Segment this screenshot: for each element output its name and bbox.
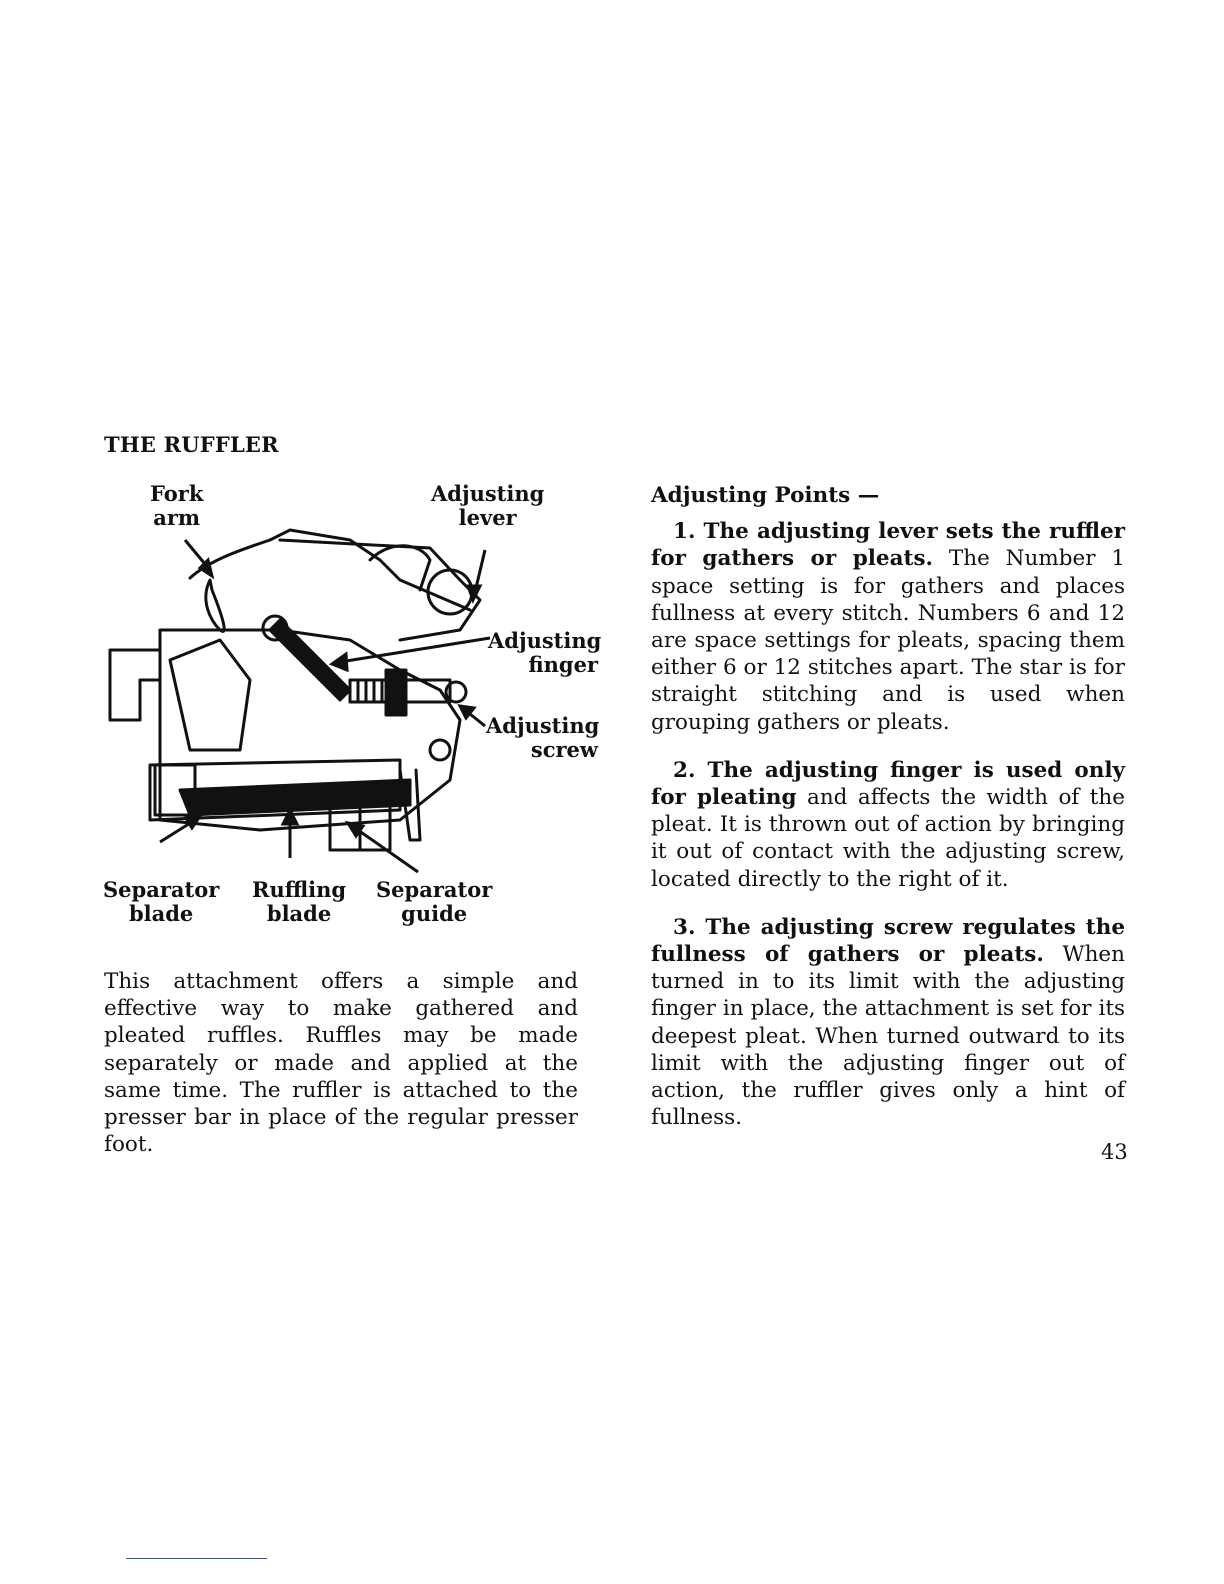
- side-clamp: [110, 650, 160, 720]
- callout-adjusting-finger-line1: Adjusting: [488, 628, 602, 653]
- adjusting-point-1-text: The Number 1 space setting is for gathers and places fullness at every stitch. Numbers 6 and 12 are space settings for pleats, spacing them either 6 or 12 stitches apart. The star is for straight stitching and is used when grouping gathers or pleats.: [651, 546, 1126, 735]
- callout-adjusting-lever-line1: Adjusting: [431, 481, 545, 506]
- callout-separator-blade: [103, 878, 219, 926]
- page-number: 43: [1101, 1140, 1128, 1164]
- callout-fork-arm-line1: Fork: [150, 481, 204, 506]
- adjusting-point-3-lead: 3. The adjusting screw regulates the fullness of gathers or pleats.: [651, 914, 1125, 968]
- adjusting-point-1: [651, 518, 1125, 736]
- screw-block: [386, 670, 406, 715]
- intro-paragraph: This attachment offers a simple and effective way to make gathered and pleated ruffles. Ruffles may be made separately or made and applied at the same time. The ruffler is attached to the presser bar in place of the regular presser foot.: [104, 969, 578, 1158]
- callout-adjusting-lever-line2: lever: [458, 505, 517, 530]
- adjusting-point-2-text: and affects the width of the pleat. It is thrown out of action by bringing it out of contact with the adjusting screw, located directly to the right of it.: [651, 785, 1125, 892]
- adjusting-point-3-text: When turned in to its limit with the adjusting finger in place, the attachment is set for its deepest pleat. When turned outward to its limit with the adjusting finger out of action, the ruffler gives only a hint of fullness.: [651, 942, 1125, 1131]
- lever-arm: [370, 546, 430, 590]
- lever-plate: [280, 540, 480, 640]
- callout-ruffling-blade-line1: Ruffling: [252, 877, 347, 902]
- adjusting-points-section: [651, 482, 1125, 1152]
- callout-ruffling-blade: [252, 878, 346, 926]
- lever-pivot: [428, 570, 472, 614]
- callout-adjusting-screw-line2: screw: [530, 737, 598, 762]
- callout-ruffling-blade-line2: blade: [266, 901, 332, 926]
- arrow-separator-blade-head: [186, 816, 200, 828]
- adjusting-points-heading: Adjusting Points —: [651, 483, 880, 508]
- ruffler-illustration: [100, 520, 600, 880]
- adjusting-point-2-lead: 2. The adjusting finger is used only for pleating: [651, 757, 1125, 811]
- callout-separator-guide-line2: guide: [401, 901, 468, 926]
- adjusting-point-2: [651, 757, 1125, 893]
- body-cutout: [170, 640, 250, 750]
- adjusting-point-1-lead: 1. The adjusting lever sets the ruffler for gathers or pleats.: [651, 519, 1125, 572]
- callout-adjusting-screw-line1: Adjusting: [486, 713, 600, 738]
- adjusting-point-3: [651, 914, 1125, 1132]
- callout-separator-guide: [376, 878, 492, 926]
- callout-fork-arm-line2: arm: [153, 505, 201, 530]
- arrow-adjusting-finger-head: [332, 654, 347, 670]
- footnote-rule: [126, 1558, 267, 1559]
- callout-adjusting-finger-line2: finger: [528, 652, 598, 677]
- arrow-adjusting-finger: [340, 638, 490, 662]
- page-title: THE RUFFLER: [104, 432, 279, 457]
- fork-arm-hook: [206, 580, 224, 631]
- callout-separator-guide-line1: Separator: [376, 877, 493, 902]
- callout-separator-blade-line1: Separator: [103, 877, 220, 902]
- small-screw: [430, 740, 450, 760]
- callout-separator-blade-line2: blade: [128, 901, 194, 926]
